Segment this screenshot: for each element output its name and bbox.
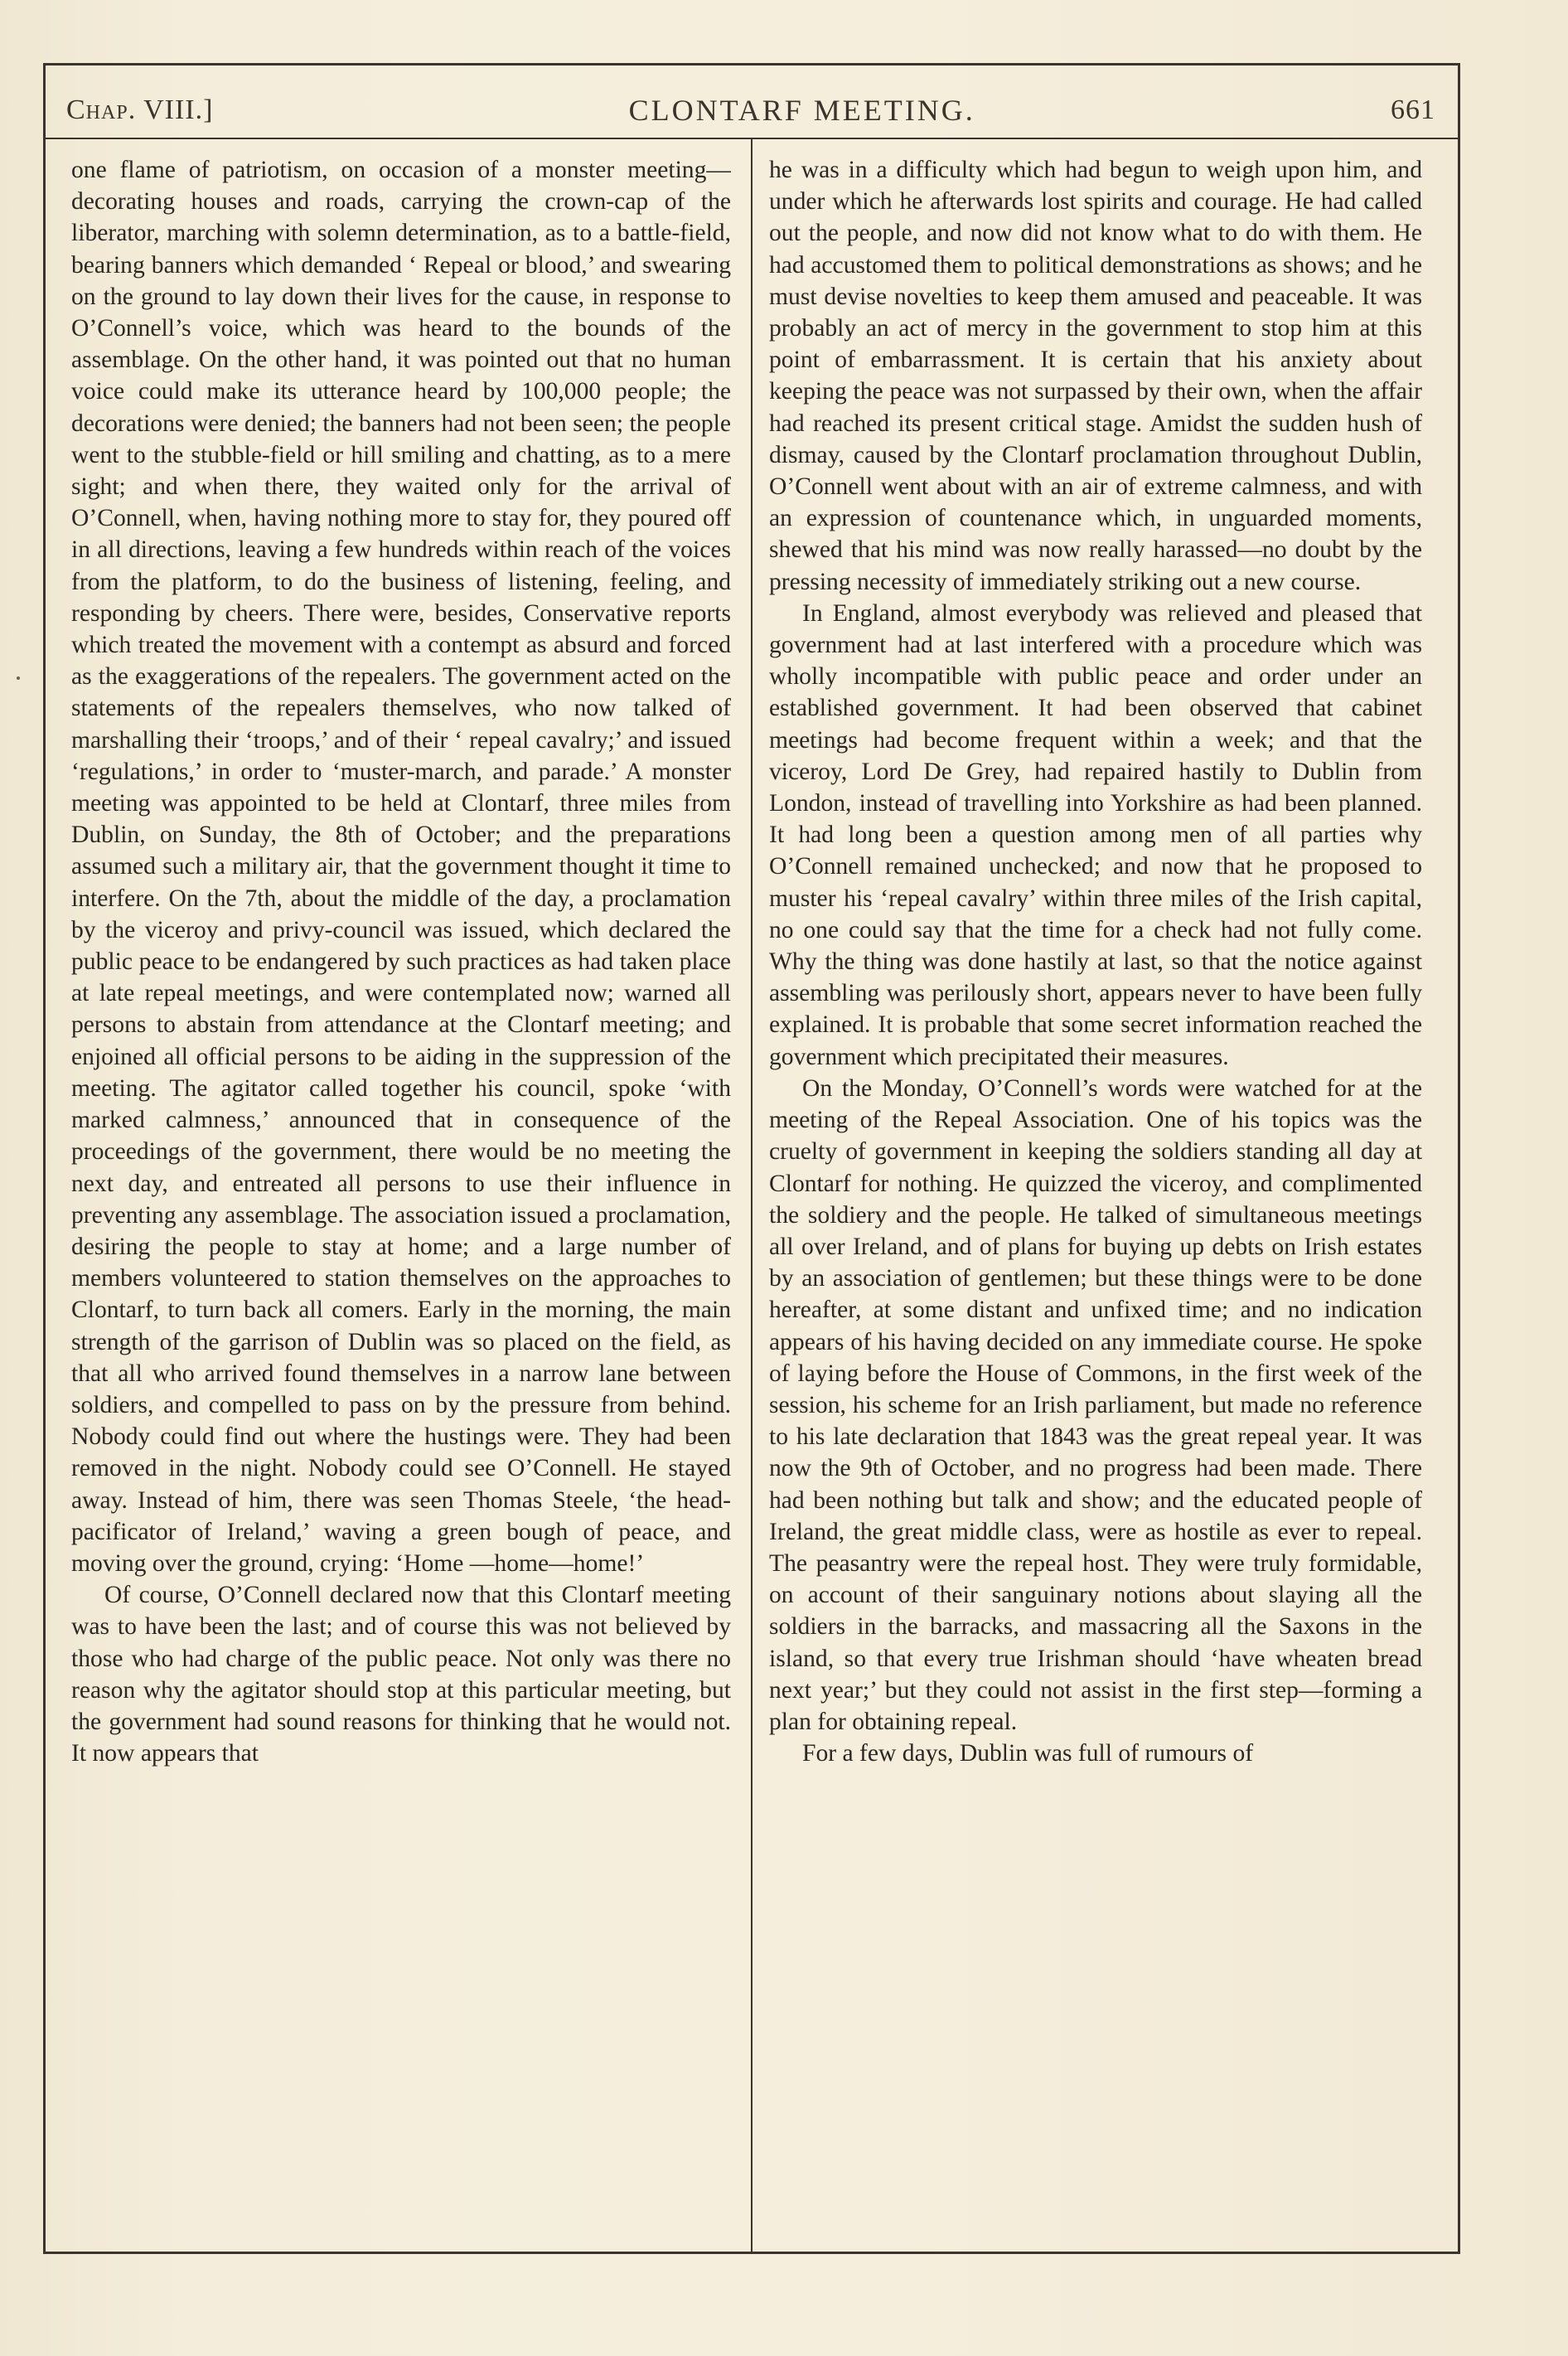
paragraph: he was in a difficulty which had begun to weigh upon him, and under which he afterwards lost spirits and courage. He had called out the people, and now did not know what to do with them. He had accustomed them to political demonstrations as shows; and he must devise novelties to keep them amused and peaceable. It was probably an act of mercy in the government to stop him at this point of embarrassment. It is certain that his anxiety about keeping the peace was not surpassed by their own, when the affair had reached its present critical stage. Amidst the sudden hush of dismay, caused by the Clontarf proclamation throughout Dublin, O’Connell went about with an air of extreme calmness, and with an expression of countenance which, in unguarded moments, shewed that his mind was now really harassed—no doubt by the pressing necessity of immediately striking out a new course. (769, 157, 1422, 595)
page-frame-left-rule (43, 63, 46, 2252)
margin-speck (17, 676, 20, 680)
paragraph: In England, almost everybody was relieved and pleased that government had at last interfered with a procedure which was wholly incompatible with public peace and order under an established government. It had been observed that cabinet meetings had become frequent within a week; and that the viceroy, Lord De Grey, had repaired hastily to Dublin from London, instead of travelling into Yorkshire as had been planned. It had long been a question among men of all parties why O’Connell remained unchecked; and now that he proposed to muster his ‘repeal cavalry’ within three miles of the Irish capital, no one could say that the time for a check had not fully come. Why the thing was done hastily at last, so that the notice against assembling was perilously short, appears never to have been fully explained. It is probable that some secret information reached the government which precipitated their measures. (769, 599, 1422, 1070)
paragraph: one flame of patriotism, on occasion of a monster meeting—decorating houses and roads, carrying the crown-cap of the liberator, marching with solemn determination, as to a battle-field, bearing banners which demanded ‘ Repeal or blood,’ and swearing on the ground to lay down their lives for the cause, in response to O’Connell’s voice, which was heard to the bounds of the assemblage. On the other hand, it was pointed out that no human voice could make its utterance heard by 100,000 people; the decorations were denied; the banners had not been seen; the people went to the stubble-field or hill smiling and chatting, as to a mere sight; and when there, they waited only for the arrival of O’Connell, when, having nothing more to stay for, they poured off in all directions, leaving a few hundreds within reach of the voices from the platform, to do the business of listening, feeling, and responding by cheers. There were, besides, Conservative reports which treated the movement with a contempt as absurd and forced as the exaggerations of the repealers. The government acted on the statements of the repealers themselves, who now talked of marshalling their ‘troops,’ and of their ‘ repeal cavalry;’ and issued ‘regulations,’ in order to ‘muster-march, and parade.’ A monster meeting was appointed to be held at Clontarf, three miles from Dublin, on Sunday, the 8th of October; and the preparations assumed such a military air, that the government thought it time to interfere. On the 7th, about the middle of the day, a proclamation by the viceroy and privy-council was issued, which declared the public peace to be endangered by such practices as had taken place at late repeal meetings, and were contemplated now; warned all persons to abstain from attendance at the Clontarf meeting; and enjoined all official persons to be aiding in the suppression of the meeting. The agitator called together his council, spoke ‘with marked calmness,’ announced that in consequence of the proceedings of the government, there would be no meeting the next day, and entreated all persons to use their influence in preventing any assemblage. The association issued a proclamation, desiring the people to stay at home; and a large number of members volunteered to station themselves on the approaches to Clontarf, to turn back all comers. Early in the morning, the main strength of the garrison of Dublin was so placed on the field, as that all who arrived found themselves in a narrow lane between soldiers, and compelled to pass on by the pressure from behind. Nobody could find out where the hustings were. They had been removed in the night. Nobody could see O’Connell. He stayed away. Instead of him, there was seen Thomas Steele, ‘the head-pacificator of Ireland,’ waving a green bough of peace, and moving over the ground, crying: ‘Home —home—home!’ (71, 157, 731, 1577)
paragraph: For a few days, Dublin was full of rumours of (802, 1740, 1254, 1767)
paragraph: Of course, O’Connell declared now that this Clontarf meeting was to have been the last; and of course this was not believed by those who had charge of the public peace. Not only was there no reason why the agitator should stop at this particular meeting, but the government had sound reasons for thinking that he would not. It now appears that (71, 1582, 731, 1767)
column-divider (751, 139, 753, 2252)
page-frame-top-rule (43, 63, 1460, 65)
running-header (66, 90, 1435, 131)
page-frame-right-rule (1458, 63, 1460, 2252)
running-title: CLONTARF MEETING. (628, 94, 975, 127)
page-frame-bottom-rule (43, 2252, 1460, 2254)
right-column (769, 154, 1422, 2243)
chapter-label: Chap. VIII.] (66, 95, 214, 125)
paragraph: On the Monday, O’Connell’s words were watched for at the meeting of the Repeal Association. One of his topics was the cruelty of government in keeping the soldiers standing all day at Clontarf for nothing. He quizzed the viceroy, and complimented the soldiery and the people. He talked of simultaneous meetings all over Ireland, and of plans for buying up debts on Irish estates by an association of gentlemen; but these things were to be done hereafter, at some distant and unfixed time; and no indication appears of his having decided on any immediate course. He spoke of laying before the House of Commons, in the first week of the session, his scheme for an Irish parliament, but made no reference to his late declaration that 1843 was the great repeal year. It was now the 9th of October, and no progress had been made. There had been nothing but talk and show; and the educated people of Ireland, the great middle class, were as hostile as ever to repeal. The peasantry were the repeal host. They were truly formidable, on account of their sanguinary notions about slaying all the soldiers in the barracks, and massacring all the Saxons in the island, so that every true Irishman should ‘have wheaten bread next year;’ but they could not assist in the first step—forming a plan for obtaining repeal. (769, 1074, 1422, 1735)
left-column (71, 154, 731, 2243)
page-number: 661 (1391, 95, 1435, 125)
